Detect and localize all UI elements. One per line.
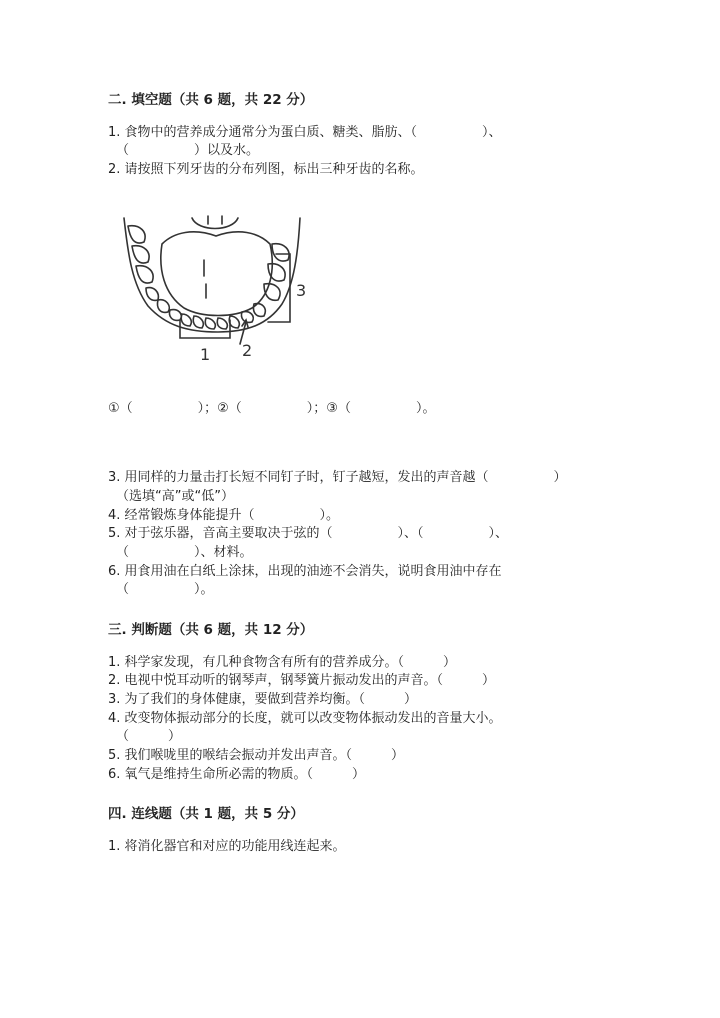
question-line: 6. 氧气是维持生命所必需的物质。（ ） xyxy=(108,767,366,782)
question-line: （ ）。 xyxy=(116,582,214,597)
question-line: 5. 对于弦乐器，音高主要取决于弦的（ ）、（ ）、 xyxy=(108,526,509,541)
question-line: 1. 科学家发现，有几种食物含有所有的营养成分。（ ） xyxy=(108,655,457,670)
question-line: 3. 用同样的力量击打长短不同钉子时，钉子越短，发出的声音越（ ） xyxy=(108,470,567,485)
question-line: 1. 将消化器官和对应的功能用线连起来。 xyxy=(108,839,346,854)
question-line: 2. 电视中悦耳动听的钢琴声，钢琴簧片振动发出的声音。（ ） xyxy=(108,673,496,688)
question-line: （ ） xyxy=(116,729,182,744)
figure-label: 3 xyxy=(296,281,307,300)
answer-line: ①（ ）；②（ ）；③（ ）。 xyxy=(108,401,436,416)
question-line: （选填“高”或“低”） xyxy=(116,489,234,504)
section-heading-true-false: 三. 判断题（共 6 题，共 12 分） xyxy=(108,622,314,638)
question-line: 6. 用食用油在白纸上涂抹，出现的油迹不会消失，说明食用油中存在 xyxy=(108,564,502,579)
figure-label: 1 xyxy=(200,345,211,364)
question-line: （ ）、材料。 xyxy=(116,545,253,560)
figure-label: 2 xyxy=(242,341,253,360)
question-line: 5. 我们喉咙里的喉结会振动并发出声音。（ ） xyxy=(108,748,405,763)
section-heading-matching: 四. 连线题（共 1 题，共 5 分） xyxy=(108,806,304,822)
question-line: 4. 改变物体振动部分的长度，就可以改变物体振动发出的音量大小。 xyxy=(108,711,502,726)
question-line: （ ）以及水。 xyxy=(116,143,260,158)
question-line: 3. 为了我们的身体健康，要做到营养均衡。（ ） xyxy=(108,692,418,707)
question-line: 1. 食物中的营养成分通常分为蛋白质、糖类、脂肪、（ ）、 xyxy=(108,125,502,140)
question-line: 4. 经常锻炼身体能提升（ ）。 xyxy=(108,508,340,523)
question-line: 2. 请按照下列牙齿的分布列图，标出三种牙齿的名称。 xyxy=(108,162,424,177)
teeth-diagram xyxy=(118,214,328,364)
section-heading-fill-blank: 二. 填空题（共 6 题，共 22 分） xyxy=(108,92,314,108)
